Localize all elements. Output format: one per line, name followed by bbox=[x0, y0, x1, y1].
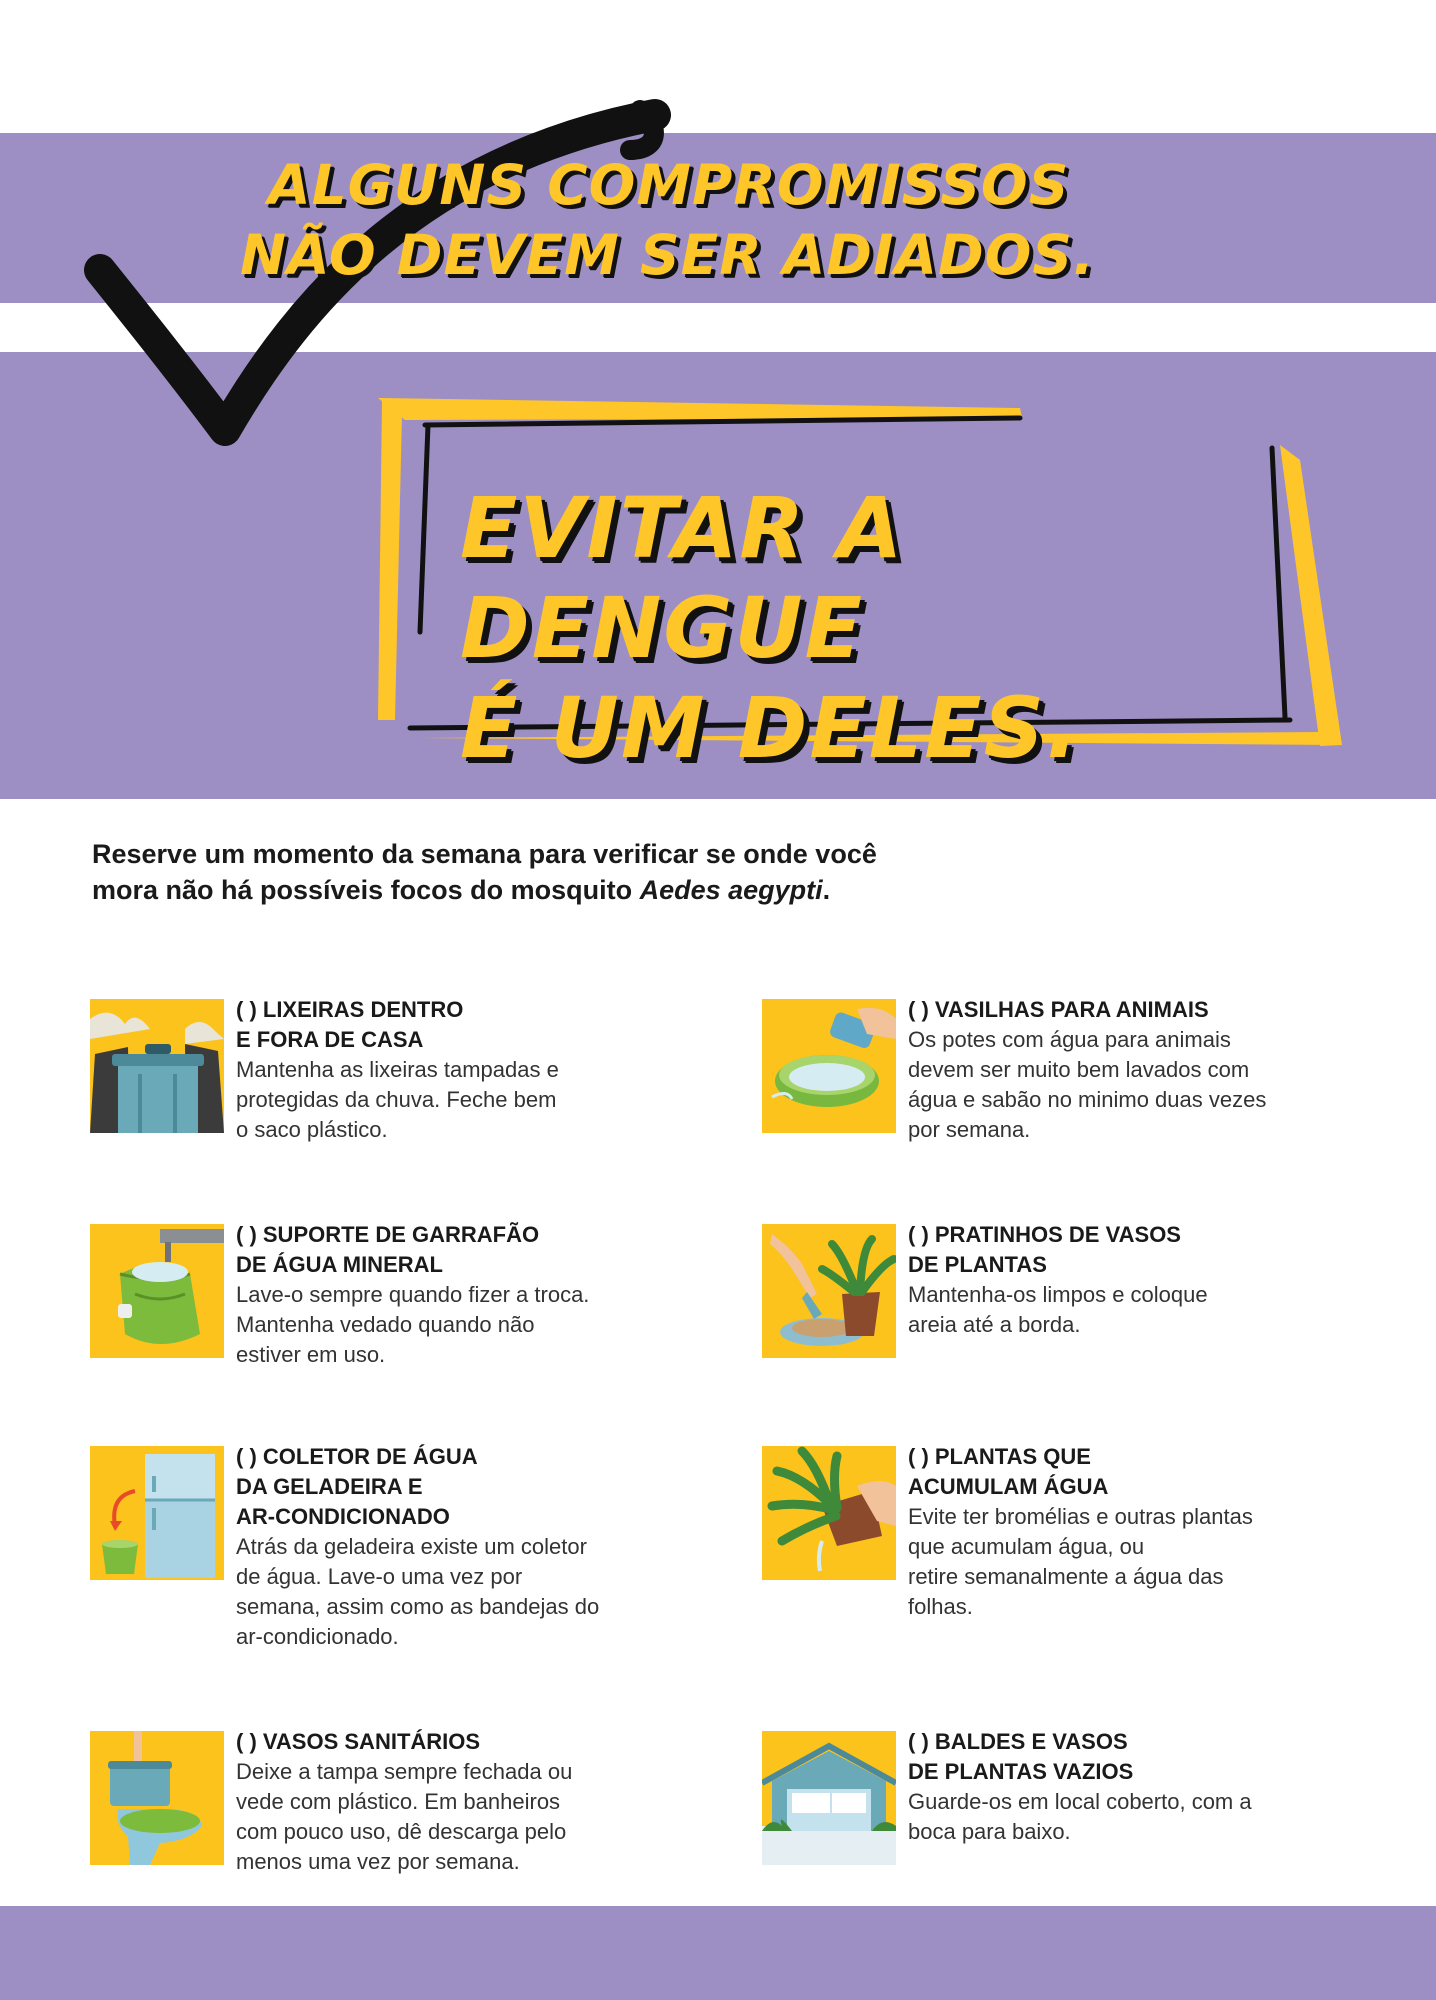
checklist-item-text bbox=[908, 1727, 1388, 1847]
callout-text bbox=[460, 478, 1260, 778]
trash-bin-icon bbox=[90, 999, 224, 1133]
garage-icon bbox=[762, 1731, 896, 1865]
fridge-icon bbox=[90, 1446, 224, 1580]
checklist-item-description: semana, assim como as bandejas do bbox=[236, 1594, 600, 1619]
checklist-item-description: água e sabão no minimo duas vezes bbox=[908, 1087, 1267, 1112]
checklist-item-description: Mantenha as lixeiras tampadas e bbox=[236, 1057, 559, 1082]
callout-line-1: EVITAR A DENGUE bbox=[460, 479, 905, 677]
bromeliad-icon bbox=[762, 1446, 896, 1580]
intro-line-2 bbox=[92, 872, 1092, 908]
checklist-item-description: vede com plástico. Em banheiros bbox=[236, 1789, 561, 1814]
checklist-item-description: Lave-o sempre quando fizer a troca. bbox=[236, 1282, 590, 1307]
checklist-item-description: Guarde-os em local coberto, com a bbox=[908, 1789, 1252, 1814]
intro-line-2-prefix: mora não há possíveis focos do mosquito bbox=[92, 875, 640, 905]
checklist-item-title: ( ) SUPORTE DE GARRAFÃO bbox=[236, 1222, 540, 1247]
intro-line-1: Reserve um momento da semana para verificar se onde você bbox=[92, 839, 877, 869]
checklist-item-description: estiver em uso. bbox=[236, 1342, 386, 1367]
checklist-item-title: DE PLANTAS bbox=[908, 1252, 1047, 1277]
checklist-item-description: menos uma vez por semana. bbox=[236, 1849, 520, 1874]
checklist-item-description: Deixe a tampa sempre fechada ou bbox=[236, 1759, 573, 1784]
water-jug-icon bbox=[90, 1224, 224, 1358]
pet-bowl-icon bbox=[762, 999, 896, 1133]
checklist-item-description: Os potes com água para animais bbox=[908, 1027, 1231, 1052]
species-name: Aedes aegypti bbox=[639, 875, 823, 905]
checklist-item-description: que acumulam água, ou bbox=[908, 1534, 1145, 1559]
checklist-item-title: ( ) VASOS SANITÁRIOS bbox=[236, 1729, 481, 1754]
checklist-item-title: DE ÁGUA MINERAL bbox=[236, 1252, 443, 1277]
checklist-item-title: AR-CONDICIONADO bbox=[236, 1504, 450, 1529]
checklist-item-description: Atrás da geladeira existe um coletor bbox=[236, 1534, 587, 1559]
intro-line-2-suffix: . bbox=[822, 875, 831, 905]
checklist-item-description: ar-condicionado. bbox=[236, 1624, 399, 1649]
headline-line-2: NÃO DEVEM SER ADIADOS. bbox=[240, 223, 1095, 287]
checklist-item-description: Evite ter bromélias e outras plantas bbox=[908, 1504, 1253, 1529]
checklist-item-title: ( ) PLANTAS QUE bbox=[908, 1444, 1091, 1469]
checklist-item-description: de água. Lave-o uma vez por bbox=[236, 1564, 523, 1589]
checklist-item-description: devem ser muito bem lavados com bbox=[908, 1057, 1250, 1082]
checklist-item-description: Mantenha-os limpos e coloque bbox=[908, 1282, 1208, 1307]
checklist-item-text bbox=[908, 1442, 1388, 1622]
headline-line-1: ALGUNS COMPROMISSOS bbox=[268, 153, 1070, 217]
checklist-item-title: DE PLANTAS VAZIOS bbox=[908, 1759, 1134, 1784]
checklist-item-text bbox=[236, 1727, 716, 1877]
checklist-item-title: DA GELADEIRA E bbox=[236, 1474, 423, 1499]
checklist-item-text bbox=[236, 995, 716, 1145]
checklist-item-text bbox=[236, 1442, 716, 1652]
checklist-item-description: protegidas da chuva. Feche bem bbox=[236, 1087, 557, 1112]
callout-line-2: É UM DELES. bbox=[460, 679, 1081, 777]
checklist-item-title: ( ) PRATINHOS DE VASOS bbox=[908, 1222, 1181, 1247]
checklist-item-title: ( ) VASILHAS PARA ANIMAIS bbox=[908, 997, 1209, 1022]
checklist-item-text bbox=[236, 1220, 716, 1370]
checklist-item-description: com pouco uso, dê descarga pelo bbox=[236, 1819, 567, 1844]
checklist-item-text bbox=[908, 1220, 1388, 1340]
checklist-item-description: o saco plástico. bbox=[236, 1117, 388, 1142]
checklist-item-title: ACUMULAM ÁGUA bbox=[908, 1474, 1109, 1499]
checklist-item-description: folhas. bbox=[908, 1594, 973, 1619]
checklist-item-description: boca para baixo. bbox=[908, 1819, 1071, 1844]
checklist-item-title: ( ) LIXEIRAS DENTRO bbox=[236, 997, 464, 1022]
checklist-item-description: Mantenha vedado quando não bbox=[236, 1312, 535, 1337]
plant-saucer-icon bbox=[762, 1224, 896, 1358]
intro-paragraph bbox=[92, 836, 1092, 908]
checklist-item-description: retire semanalmente a água das bbox=[908, 1564, 1224, 1589]
checklist-item-text bbox=[908, 995, 1388, 1145]
checklist-item-title: ( ) BALDES E VASOS bbox=[908, 1729, 1128, 1754]
checklist-item-title: E FORA DE CASA bbox=[236, 1027, 424, 1052]
footer-banner bbox=[0, 1906, 1436, 2000]
toilet-icon bbox=[90, 1731, 224, 1865]
checklist-item-description: por semana. bbox=[908, 1117, 1031, 1142]
checklist-item-title: ( ) COLETOR DE ÁGUA bbox=[236, 1444, 478, 1469]
checklist-item-description: areia até a borda. bbox=[908, 1312, 1081, 1337]
